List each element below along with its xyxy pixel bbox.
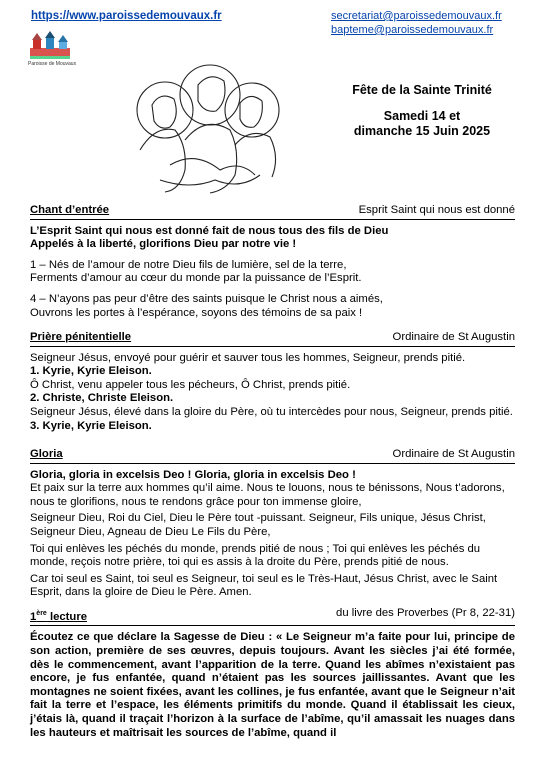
date-line-1: Samedi 14 et — [383, 109, 461, 123]
prayer-line: Ô Christ, venu appeler tous les pécheurs, Ô Christ, prends pitié. — [30, 378, 351, 391]
section-heading — [30, 204, 515, 220]
verse-line: Ouvrons les portes à l’espérance, soyons des témoins de sa paix ! — [30, 306, 363, 319]
response-line: 1. Kyrie, Kyrie Eleison. — [30, 365, 152, 378]
website-link[interactable]: https://www.paroissedemouvaux.fr — [31, 10, 222, 22]
verse-line: 4 – N’ayons pas peur d’être des saints puisque le Christ nous a aimés, — [30, 292, 383, 305]
section-gloria — [30, 448, 515, 600]
verse-1 — [30, 259, 515, 286]
feast-title: Fête de la Sainte Trinité — [352, 83, 492, 97]
penitential-text — [30, 352, 515, 434]
prayer-line: Seigneur Jésus, élevé dans la gloire du Père, où tu intercèdes pour nous, Seigneur, prends pitié. — [30, 405, 513, 418]
section-first-reading — [30, 607, 515, 740]
reading-text: Écoutez ce que déclare la Sagesse de Dieu : « Le Seigneur m’a faite pour lui, principe de son action, première de ses œuvres, depuis toujours. Avant les siècles j’ai été formée, dès le commencement, avant l’apparition de la terre. Quand les abîmes n’existaient pas encore, je fus enfantée, quand n’étaient pas les sources jaillissantes. Avant que les montagnes ne soient fixées, avant les collines, je fus enfantée, avant que le Seigneur n’ait fait la terre et l’espace, les éléments primitifs du monde. Quand il établissait les cieux, j’étais là, quand il traçait l’horizon à la surface de l’abîme, qu’il amassait les nuages dans les hauteurs et maîtrisait les sources de l’abîme, quand il — [30, 631, 515, 739]
response-line: 2. Christe, Christe Eleison. — [30, 392, 174, 405]
reading-number: 1 — [30, 610, 37, 623]
gloria-paragraph: Toi qui enlèves les péchés du monde, prends pitié de nous ; Toi qui enlèves les péchés du monde, reçois notre prière, toi qui es assis à la droite du Père, prends pitié de nous. — [30, 542, 481, 569]
section-heading — [30, 331, 515, 347]
section-heading — [30, 607, 515, 626]
gloria-paragraph: Et paix sur la terre aux hommes qu’il aime. Nous te louons, nous te bénissons, Nous t’adorons, nous te glorifions, nous te rendons grâce pour ton immense gloire, — [30, 482, 505, 508]
section-heading — [30, 448, 515, 464]
response-line: 3. Kyrie, Kyrie Eleison. — [30, 419, 152, 432]
gloria-paragraph: Seigneur Dieu, Roi du Ciel, Dieu le Père tout -puissant. Seigneur, Fils unique, Jésus Christ, Seigneur Dieu, Agneau de Dieu Le Fils du Père, — [30, 512, 486, 538]
section-title: Chant d’entrée — [30, 204, 110, 216]
logo-caption: Paroisse de Mouvaux — [28, 61, 77, 67]
section-title — [30, 607, 87, 624]
date-line-2: dimanche 15 Juin 2025 — [353, 124, 491, 138]
refrain-line: Appelés à la liberté, glorifions Dieu par notre vie ! — [30, 238, 297, 251]
secretariat-email-link[interactable]: secretariat@paroissedemouvaux.fr — [331, 10, 502, 22]
bapteme-email-link[interactable]: bapteme@paroissedemouvaux.fr — [331, 24, 494, 36]
celebration-dates — [341, 109, 503, 139]
refrain — [30, 225, 515, 252]
section-source: du livre des Proverbes (Pr 8, 22-31) — [336, 607, 515, 619]
verse-4 — [30, 293, 515, 320]
section-entrance-hymn — [30, 204, 515, 320]
verse-line: Ferments d’amour au cœur du monde par la puissance de l’Esprit. — [30, 272, 362, 285]
gloria-paragraph: Car toi seul es Saint, toi seul es Seigneur, toi seul es le Très-Haut, Jésus Christ, avec le Saint Esprit, dans la gloire de Dieu le Père. Amen. — [30, 572, 498, 599]
section-source: Ordinaire de St Augustin — [392, 331, 515, 343]
reading-ordinal: ère — [36, 610, 47, 617]
gloria-refrain: Gloria, gloria in excelsis Deo ! Gloria, gloria in excelsis Deo ! — [30, 468, 356, 481]
reading-label: lecture — [46, 610, 87, 623]
prayer-line: Seigneur Jésus, envoyé pour guérir et sauver tous les hommes, Seigneur, prends pitié. — [30, 351, 466, 364]
trinity-line-drawing — [130, 55, 285, 195]
verse-line: 1 – Nés de l’amour de notre Dieu fils de lumière, sel de la terre, — [30, 258, 347, 271]
parish-logo — [28, 30, 72, 60]
section-title: Prière pénitentielle — [30, 331, 132, 343]
section-penitential-prayer — [30, 331, 515, 433]
section-source: Esprit Saint qui nous est donné — [358, 204, 515, 216]
section-source: Ordinaire de St Augustin — [392, 448, 515, 460]
refrain-line: L’Esprit Saint qui nous est donné fait de nous tous des fils de Dieu — [30, 224, 389, 237]
section-title: Gloria — [30, 448, 63, 460]
